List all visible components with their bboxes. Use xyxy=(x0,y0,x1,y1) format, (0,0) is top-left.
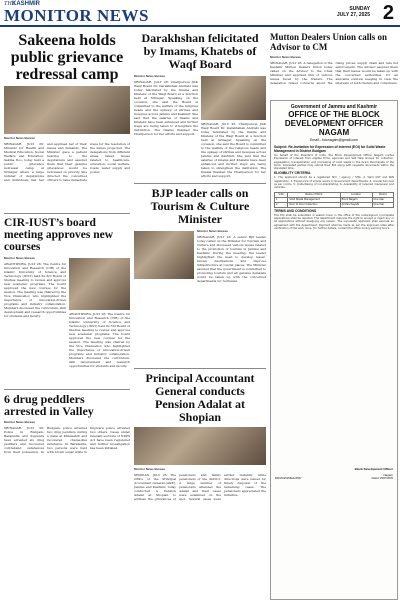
article-headline: Principal Accountant General conducts Pension Adalat at Shopian xyxy=(145,371,255,424)
divider xyxy=(134,183,266,184)
article-bjp-leader xyxy=(134,187,266,365)
ad-office-title: OFFICE OF THE BLOCK DEVELOPMENT OFFICER NAGAM xyxy=(284,110,384,137)
table-cell: Door to Door Collection xyxy=(288,202,340,207)
right-column xyxy=(270,30,398,600)
article-pension-adalat xyxy=(134,372,266,563)
govt-advertisement xyxy=(270,100,398,600)
divider xyxy=(4,213,130,214)
ad-works-table xyxy=(274,192,394,208)
ad-subject: Subject: Re-Invitation for Expression of Interest (EOI) for Solid Waste Management in District Budgam xyxy=(274,145,386,153)
ad-doc-number: BDO/N/2025/Edu/4567 xyxy=(275,476,302,480)
masthead-kashmir: KASHMIR xyxy=(12,1,40,7)
ad-eligibility: 1. The applicant should be a registered firm / agency / SHG. 2. Valid GST and PAN registration. 3. Experience of similar works in Government departments. 4. Annual turnover as per norms. 5. Undertaking of non-blacklisting. 6. Availability of required manpower and vehicles. xyxy=(274,176,394,190)
table-cell: One Year xyxy=(372,197,393,202)
article-byline: Monitor News Bureau xyxy=(270,55,301,59)
newspaper-title: MONITOR NEWS xyxy=(4,6,150,25)
article-byline: Monitor News Bureau xyxy=(134,467,165,471)
masthead-the: THE xyxy=(4,1,16,7)
article-byline: Monitor News Bureau xyxy=(134,74,165,78)
table-cell: Block Nagam xyxy=(340,197,372,202)
article-body-cont: AWANTIPORA, JULY 26: The Centre for Innovation and Research (CIR) of the Islamic University of Science and Technology (IUST) held its 3rd Board of Studies meeting to review and approve new academic programs. The board approved the new courses for the session. The meeting was chaired by the Vice Chancellor, who highlighted the importance of innovation-driven programs and industry collaboration. Members discussed the curriculum, skill development and research opportunities for students and faculty. xyxy=(69,312,130,368)
ad-email: Email:- bdonagam@gmail.com xyxy=(310,138,358,142)
article-body: SRINAGAR, JULY 26: A delegation of the Kashmir Mutton Dealers Union today called on the Advisor to the Chief Minister and apprised him of various issues faced by the traders. The delegation raised concerns about the rising prices, supply chain and rate list enforcement. The Advisor assured them that their issues would be taken up with the concerned authorities for an amicable solution keeping in view the interests of both traders and consumers. xyxy=(270,61,398,85)
ad-government: Government of Jammu and Kashmir xyxy=(290,104,378,110)
issue-date-text: JULY 27, 2025 xyxy=(336,12,370,18)
article-headline: BJP leader calls on Tourism & Culture Minister xyxy=(150,186,250,226)
article-drug-peddlers xyxy=(4,393,130,546)
article-cir-iust xyxy=(4,217,130,386)
article-mutton-dealers xyxy=(270,32,398,97)
article-body: SRINAGAR, JULY 26: Minister for Health and Medical Education, Social Welfare and Education, Sakina Itoo, today held a public grievance redressal camp at Srinagar where a large number of deputations and individuals met her and apprised her of their issues and demands. The Minister gave a patient hearing to the deputations and assured them that their genuine grievances would be redressed on priority. She directed the concerned officers to take immediate steps for the resolution of the issues projected. The delegations from different areas raised issues related to healthcare, education, social welfare, roads, water supply and power. xyxy=(4,142,130,182)
table-header: S.No xyxy=(275,192,288,197)
middle-column xyxy=(134,30,266,563)
article-headline: Sakeena holds public grievance redressal camp xyxy=(10,32,124,83)
article-body: SHOPIAN, JULY 26: The Office of the Principal Accountant General (A&E), Jammu and Kashmir, today conducted a Pension Adalat at Shopian to address the grievances of pensioners and family pensioners of the district. A large number of pensioners attended the Adalat and their cases were examined on the spot. Several cases were settled instantly while directions were issued for timely disposal of the remaining cases. The pensioners appreciated the initiative. xyxy=(134,473,266,501)
masthead xyxy=(0,0,400,25)
ad-terms: The EOI shall be submitted in sealed cover in the office of the undersigned. Incomplete applications shall be rejected. The department reserves the right to accept or reject any or all applications without assigning any reason. The successful applicant shall execute an agreement with the department. Payment shall be made as per the approved rates after verification of the work done. For further details, contact the office during working hours. xyxy=(274,213,394,230)
article-byline: Monitor News Bureau xyxy=(4,420,35,424)
table-header: Period xyxy=(372,192,393,197)
article-headline: Darakhshan felicitated by Imams, Khatebs of Waqf Board xyxy=(141,31,259,71)
article-photo xyxy=(134,427,266,465)
table-header: Location xyxy=(340,192,372,197)
ad-signer-place: Nagam xyxy=(383,472,393,477)
table-header: Name of Work xyxy=(288,192,340,197)
article-headline: 6 drug peddlers arrested in Valley xyxy=(4,392,94,418)
ad-intro: On behalf of the President of India, the Block Development Officer Nagam invites Expression of Interest from eligible firms, agencies and Self Help Groups for collection, segregation, transportation and processing of solid waste in the Gram Panchayats of the block. Interested parties may submit their EOI along with requisite documents within the stipulated time. xyxy=(274,154,394,171)
article-byline: Monitor News Bureau xyxy=(197,229,228,233)
article-headline: Mutton Dealers Union calls on Advisor to CM xyxy=(270,32,387,52)
ad-eligibility-title: ELIGIBILITY CRITERIA xyxy=(274,171,311,176)
ad-doc-date: Dated: 25/07/2025 xyxy=(371,476,393,480)
table-cell: One Year xyxy=(372,202,393,207)
article-photo xyxy=(201,76,266,120)
divider xyxy=(4,389,130,390)
ad-signer: Block Development Officer xyxy=(354,466,393,471)
article-byline: Monitor News Bureau xyxy=(4,136,35,140)
table-cell: 2 xyxy=(275,202,288,207)
article-body-cont: SRINAGAR, JULY 26: Chairperson J&K Waqf Board Dr. Darakhshan Andrabi was today felicitated by the Imams and Khatebs of the Waqf Board at a function held at Srinagar. Speaking on the occasion, she said the Board is committed to the welfare of the religious heads and the upkeep of shrines and mosques across Jammu and Kashmir. She said that the salaries of Imams and Khatebs have been enhanced and further steps are being taken to strengthen the institution. The Imams thanked the Chairperson for her efforts and support. xyxy=(201,122,266,178)
article-byline: Monitor News Bureau xyxy=(4,256,35,260)
article-body: SRINAGAR, JULY 26: A senior BJP leader today called on the Minister for Tourism and Culture and discussed various issues related to the promotion of tourism in Jammu and Kashmir. During the meeting, the leader highlighted the need to develop lesser-known destinations and improve infrastructure at tourist places. The Minister assured that the government is committed to promoting tourism and all genuine demands would be taken up with the concerned departments for redressal. xyxy=(197,235,266,283)
table-cell: All Panchayats xyxy=(340,202,372,207)
article-photo xyxy=(134,231,194,279)
divider xyxy=(134,368,266,369)
ad-footer xyxy=(271,477,397,483)
article-body: SRINAGAR, JULY 26: Chairperson J&K Waqf Board Dr. Darakhshan Andrabi was today felicitated by the Imams and Khatebs of the Waqf Board at a function held at Srinagar. Speaking on the occasion, she said the Board is committed to the welfare of the religious heads and the upkeep of shrines and mosques across Jammu and Kashmir. She said that the salaries of Imams and Khatebs have been enhanced and further steps are being taken to strengthen the institution. The Imams thanked the Chairperson for her efforts and support. xyxy=(134,80,198,136)
masthead-rule xyxy=(0,25,400,27)
article-darakhshan xyxy=(134,32,266,180)
issue-date xyxy=(337,6,370,18)
table-cell: Solid Waste Management xyxy=(288,197,340,202)
article-photo xyxy=(69,258,130,310)
article-body: SRINAGAR, JULY 26: Police in Budgam, Baramulla and Kupwara have arrested six drug peddlers and recovered contraband substances from their possession. In Budgam, police arrested two drug peddlers during a naka at Khansahib and recovered charas-like substance. In Baramulla, two persons were held with brown sugar while in Kupwara police arrested two others. Cases under relevant sections of NDPS Act have been registered and further investigation has been initiated. xyxy=(4,426,130,454)
article-sakeena xyxy=(4,32,130,210)
left-column xyxy=(4,30,130,546)
article-body: AWANTIPORA, JULY 26: The Centre for Innovation and Research (CIR) of the Islamic University of Science and Technology (IUST) held its 3rd Board of Studies meeting to review and approve new academic programs. The board approved the new courses for the session. The meeting was chaired by the Vice Chancellor, who highlighted the importance of innovation-driven programs and industry collaboration. Members discussed the curriculum, skill development and research opportunities for students and faculty. xyxy=(4,262,66,318)
article-headline: CIR-IUST’s board meeting approves new courses xyxy=(4,217,114,253)
table-row xyxy=(275,202,394,207)
table-cell: 1 xyxy=(275,197,288,202)
issue-day: SUNDAY xyxy=(349,6,370,12)
article-photo xyxy=(4,86,130,134)
page-number: 2 xyxy=(382,2,394,24)
ad-terms-title: TERMS AND CONDITIONS xyxy=(274,208,317,213)
